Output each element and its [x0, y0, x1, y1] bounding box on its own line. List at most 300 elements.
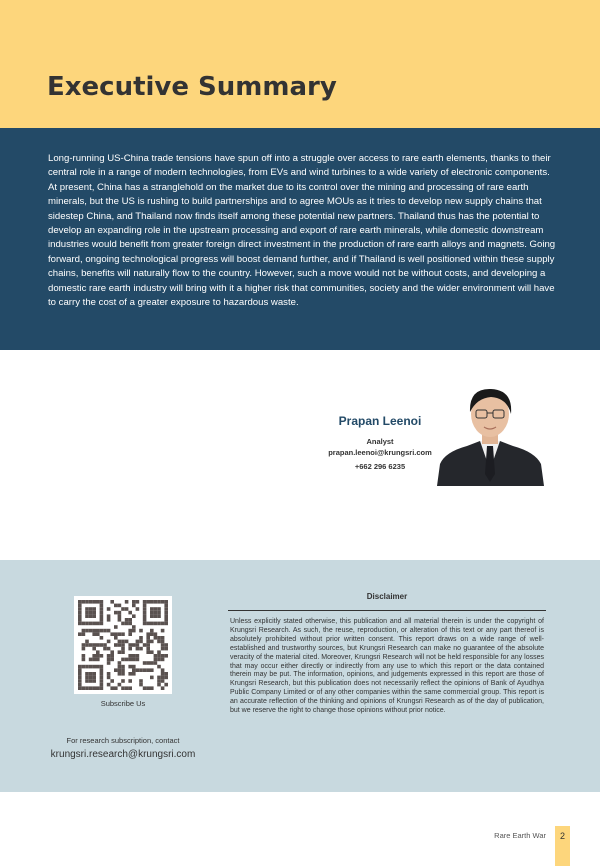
qr-module [136, 600, 140, 604]
qr-module [132, 629, 136, 633]
qr-module [161, 668, 165, 672]
qr-module [89, 679, 93, 683]
qr-module [85, 600, 89, 604]
qr-module [154, 658, 158, 662]
qr-module [164, 607, 168, 611]
qr-module [150, 640, 154, 644]
qr-module [132, 604, 136, 608]
qr-module [96, 629, 100, 633]
qr-module [132, 600, 136, 604]
qr-module [143, 643, 147, 647]
qr-module [154, 611, 158, 615]
qr-module [107, 672, 111, 676]
qr-module [114, 625, 118, 629]
qr-module [161, 679, 165, 683]
qr-module [92, 647, 96, 651]
qr-module [92, 676, 96, 680]
qr-module [161, 647, 165, 651]
qr-module [132, 625, 136, 629]
author-phone: +662 296 6235 [354, 462, 406, 471]
qr-module [100, 604, 104, 608]
contact-line: For research subscription, contact [66, 736, 180, 745]
qr-module [150, 600, 154, 604]
qr-module [157, 622, 161, 626]
qr-module [143, 614, 147, 618]
qr-module [100, 629, 104, 633]
qr-module [161, 672, 165, 676]
qr-module [161, 658, 165, 662]
qr-module [143, 622, 147, 626]
qr-module [161, 629, 165, 633]
qr-module [78, 600, 82, 604]
qr-module [164, 683, 168, 687]
qr-module [92, 614, 96, 618]
qr-module [92, 600, 96, 604]
qr-module [157, 640, 161, 644]
qr-module [150, 632, 154, 636]
qr-module [150, 607, 154, 611]
qr-module [139, 679, 143, 683]
qr-module [154, 614, 158, 618]
qr-module [164, 600, 168, 604]
qr-module [110, 658, 114, 662]
qr-module [103, 647, 107, 651]
qr-module [96, 686, 100, 690]
qr-module [139, 629, 143, 633]
qr-module [157, 676, 161, 680]
qr-module [82, 600, 86, 604]
qr-module [89, 658, 93, 662]
qr-module [89, 643, 93, 647]
qr-module [118, 604, 122, 608]
qr-module [92, 622, 96, 626]
qr-module [157, 600, 161, 604]
qr-module [118, 614, 122, 618]
disclaimer-title: Disclaimer [366, 592, 408, 601]
qr-module [128, 686, 132, 690]
qr-module [139, 647, 143, 651]
qr-module [92, 679, 96, 683]
qr-module [96, 654, 100, 658]
qr-module [100, 622, 104, 626]
qr-module [136, 658, 140, 662]
qr-module [121, 686, 125, 690]
qr-module [150, 650, 154, 654]
qr-module [136, 668, 140, 672]
qr-module [89, 611, 93, 615]
qr-module [85, 629, 89, 633]
qr-module [164, 622, 168, 626]
summary-panel [0, 128, 600, 350]
qr-module [154, 636, 158, 640]
qr-module [132, 668, 136, 672]
qr-module [121, 647, 125, 651]
qr-module [100, 676, 104, 680]
qr-module [118, 640, 122, 644]
qr-module [143, 607, 147, 611]
qr-module [92, 654, 96, 658]
qr-module [157, 665, 161, 669]
qr-module [107, 661, 111, 665]
qr-module [146, 661, 150, 665]
qr-module [150, 668, 154, 672]
qr-module [103, 643, 107, 647]
qr-module [107, 607, 111, 611]
qr-module [82, 622, 86, 626]
qr-module [89, 665, 93, 669]
qr-module [139, 668, 143, 672]
qr-module [128, 654, 132, 658]
qr-module [121, 622, 125, 626]
qr-module [132, 654, 136, 658]
qr-module [143, 618, 147, 622]
qr-module [85, 665, 89, 669]
footer-panel [0, 560, 600, 792]
qr-module [100, 672, 104, 676]
qr-module [164, 654, 168, 658]
qr-module [100, 618, 104, 622]
qr-module [154, 654, 158, 658]
qr-module [100, 679, 104, 683]
qr-module [100, 600, 104, 604]
qr-module [150, 622, 154, 626]
qr-module [132, 643, 136, 647]
qr-module [154, 600, 158, 604]
qr-module [100, 665, 104, 669]
qr-module [164, 676, 168, 680]
qr-module [96, 622, 100, 626]
qr-module [89, 672, 93, 676]
disclaimer-divider [228, 610, 546, 611]
qr-module [107, 683, 111, 687]
qr-module [114, 632, 118, 636]
qr-module [128, 643, 132, 647]
qr-module [132, 658, 136, 662]
qr-module [132, 614, 136, 618]
qr-module [96, 665, 100, 669]
qr-module [157, 636, 161, 640]
qr-module [78, 679, 82, 683]
qr-module [150, 611, 154, 615]
qr-module [78, 632, 82, 636]
qr-module [128, 658, 132, 662]
qr-code-icon[interactable] [74, 596, 172, 694]
qr-module [121, 679, 125, 683]
qr-module [85, 686, 89, 690]
qr-module [92, 607, 96, 611]
qr-module [121, 658, 125, 662]
qr-module [100, 636, 104, 640]
qr-module [110, 654, 114, 658]
qr-module [161, 643, 165, 647]
qr-module [96, 658, 100, 662]
qr-module [150, 676, 154, 680]
qr-module [82, 686, 86, 690]
qr-module [146, 650, 150, 654]
qr-module [125, 622, 129, 626]
qr-module [114, 611, 118, 615]
qr-module [121, 643, 125, 647]
qr-module [157, 611, 161, 615]
qr-module [92, 629, 96, 633]
qr-module [82, 654, 86, 658]
qr-module [114, 686, 118, 690]
qr-module [85, 672, 89, 676]
qr-module [164, 618, 168, 622]
qr-module [82, 643, 86, 647]
qr-module [128, 629, 132, 633]
qr-module [78, 665, 82, 669]
qr-module [161, 686, 165, 690]
qr-module [150, 661, 154, 665]
qr-module [114, 604, 118, 608]
qr-module [146, 632, 150, 636]
qr-module [157, 654, 161, 658]
qr-module [89, 686, 93, 690]
qr-module [121, 650, 125, 654]
author-role: Analyst [366, 437, 394, 446]
qr-module [136, 640, 140, 644]
qr-module [161, 640, 165, 644]
qr-module [85, 640, 89, 644]
qr-module [128, 679, 132, 683]
qr-module [146, 668, 150, 672]
running-footer-title: Rare Earth War [494, 831, 546, 840]
author-email[interactable]: prapan.leenoi@krungsri.com [328, 448, 432, 457]
qr-module [150, 629, 154, 633]
qr-module [118, 672, 122, 676]
qr-module [100, 668, 104, 672]
qr-module [100, 607, 104, 611]
page-number: 2 [559, 831, 565, 841]
qr-module [89, 600, 93, 604]
qr-module [78, 683, 82, 687]
qr-module [121, 640, 125, 644]
qr-module [157, 683, 161, 687]
qr-module [132, 672, 136, 676]
qr-module [110, 632, 114, 636]
qr-module [96, 600, 100, 604]
qr-module [150, 614, 154, 618]
qr-module [92, 611, 96, 615]
qr-module [128, 632, 132, 636]
qr-module [107, 618, 111, 622]
qr-module [85, 676, 89, 680]
qr-module [157, 607, 161, 611]
qr-module [121, 668, 125, 672]
qr-module [143, 668, 147, 672]
subscribe-label: Subscribe Us [100, 699, 146, 708]
qr-module [82, 632, 86, 636]
qr-module [110, 686, 114, 690]
qr-module [114, 668, 118, 672]
qr-module [85, 614, 89, 618]
qr-module [92, 686, 96, 690]
qr-module [107, 658, 111, 662]
qr-module [161, 636, 165, 640]
qr-module [136, 643, 140, 647]
qr-module [85, 643, 89, 647]
qr-module [157, 614, 161, 618]
qr-module [78, 604, 82, 608]
qr-module [164, 647, 168, 651]
qr-module [125, 686, 129, 690]
qr-module [89, 607, 93, 611]
qr-module [100, 614, 104, 618]
qr-module [78, 611, 82, 615]
qr-module [78, 618, 82, 622]
author-name: Prapan Leenoi [338, 414, 422, 428]
qr-module [103, 629, 107, 633]
qr-module [118, 665, 122, 669]
qr-module [128, 665, 132, 669]
qr-module [78, 607, 82, 611]
qr-module [154, 632, 158, 636]
qr-module [107, 640, 111, 644]
qr-module [128, 672, 132, 676]
qr-module [82, 665, 86, 669]
qr-module [78, 672, 82, 676]
qr-module [125, 618, 129, 622]
qr-module [110, 600, 114, 604]
qr-module [136, 607, 140, 611]
qr-module [157, 658, 161, 662]
qr-module [92, 632, 96, 636]
qr-module [161, 676, 165, 680]
qr-module [164, 611, 168, 615]
qr-module [143, 686, 147, 690]
qr-module [100, 654, 104, 658]
qr-module [107, 676, 111, 680]
qr-module [161, 654, 165, 658]
qr-module [150, 686, 154, 690]
qr-module [128, 618, 132, 622]
qr-module [118, 643, 122, 647]
qr-module [154, 661, 158, 665]
qr-module [118, 632, 122, 636]
qr-module [85, 679, 89, 683]
page-title: Executive Summary [47, 72, 337, 102]
summary-text: Long-running US-China trade tensions have spun off into a struggle over access to rare earth elements, thanks to their central role in a range of modern technologies, from EVs and wind turbines to a wide variety of electronic components. At present, China has a stranglehold on the market due to its control over the mining and processing of rare earth minerals, but the US is rushing to build partnerships and to agree MOUs as it tries to develop new supply chains that sidestep China, and Thailand now finds itself among these potential new partners. Thailand thus has the potential to develop an expanding role in the upstream processing and export of rare earth minerals, while domestic downstream industries would benefit from greater foreign direct investment in the production of rare earth alloys and magnets. Going forward, ongoing technological progress will boost demand further, and if Thailand is well positioned within these supply chains, benefits will naturally flow to the country. However, such a move would not be without costs, and developing a domestic rare earth industry will bring with it a higher risk that communities, society and the wider environment will have to carry the cost of a greater exposure to hazardous waste. [48, 153, 556, 309]
qr-module [132, 665, 136, 669]
qr-module [78, 668, 82, 672]
qr-module [121, 672, 125, 676]
qr-module [146, 622, 150, 626]
qr-module [157, 650, 161, 654]
qr-module [125, 640, 129, 644]
qr-module [92, 643, 96, 647]
contact-email[interactable]: krungsri.research@krungsri.com [50, 749, 196, 760]
qr-module [92, 658, 96, 662]
qr-module [146, 643, 150, 647]
qr-module [89, 676, 93, 680]
qr-module [136, 647, 140, 651]
qr-module [146, 640, 150, 644]
qr-module [164, 604, 168, 608]
qr-module [139, 640, 143, 644]
qr-module [100, 683, 104, 687]
qr-module [78, 676, 82, 680]
qr-module [82, 658, 86, 662]
qr-module [121, 607, 125, 611]
qr-module [89, 614, 93, 618]
qr-module [121, 632, 125, 636]
qr-module [143, 661, 147, 665]
qr-module [146, 686, 150, 690]
qr-module [92, 672, 96, 676]
qr-module [107, 614, 111, 618]
qr-module [78, 614, 82, 618]
qr-module [96, 650, 100, 654]
qr-module [114, 643, 118, 647]
qr-module [110, 650, 114, 654]
qr-module [89, 629, 93, 633]
qr-module [118, 618, 122, 622]
qr-module [146, 647, 150, 651]
qr-module [89, 622, 93, 626]
qr-module [118, 650, 122, 654]
qr-module [96, 643, 100, 647]
qr-module [100, 611, 104, 615]
qr-module [107, 647, 111, 651]
qr-module [146, 600, 150, 604]
qr-module [82, 629, 86, 633]
author-photo [435, 384, 545, 486]
qr-module [100, 643, 104, 647]
qr-module [143, 604, 147, 608]
header-banner [0, 0, 600, 128]
qr-module [164, 672, 168, 676]
qr-module [107, 629, 111, 633]
qr-module [107, 654, 111, 658]
qr-module [92, 665, 96, 669]
qr-module [128, 647, 132, 651]
qr-module [78, 686, 82, 690]
qr-module [136, 654, 140, 658]
qr-module [164, 614, 168, 618]
qr-module [128, 622, 132, 626]
qr-module [85, 611, 89, 615]
qr-module [82, 647, 86, 651]
qr-module [78, 622, 82, 626]
page-number-box [555, 826, 570, 866]
qr-module [118, 661, 122, 665]
qr-module [110, 679, 114, 683]
qr-module [143, 611, 147, 615]
disclaimer-text: Unless explicitly stated otherwise, this publication and all material therein is under the copyright of Krungsri Research. As such, the reuse, reproduction, or alteration of this text or any part thereof is absolutely prohibited without prior written consent. This report draws on a wide range of well-established and trustworthy sources, but Krungsri Research can make no guarantee of the absolute veracity of the material cited. Moreover, Krungsri Research will not be held responsible for any losses that may occur either directly or indirectly from any use to which this report or the data contained therein may be put. The information, opinions, and judgements expressed in this report are those of Krungsri Research, but this publication does not necessarily reflect the opinions of Bank of Ayudhya Public Company Limited or of any other companies within the same commercial group. This report is an accurate reflection of the thinking and opinions of Krungsri Research as of the day of publication, but we reserve the right to change those opinions without prior notice. [230, 618, 544, 715]
qr-module [125, 607, 129, 611]
qr-module [118, 683, 122, 687]
qr-module [118, 668, 122, 672]
qr-module [118, 611, 122, 615]
qr-module [154, 622, 158, 626]
qr-module [128, 611, 132, 615]
qr-module [139, 683, 143, 687]
qr-module [143, 600, 147, 604]
qr-module [125, 600, 129, 604]
qr-module [85, 622, 89, 626]
qr-module [139, 636, 143, 640]
qr-module [114, 636, 118, 640]
qr-module [125, 658, 129, 662]
qr-module [161, 600, 165, 604]
qr-module [146, 636, 150, 640]
qr-module [157, 679, 161, 683]
qr-module [121, 665, 125, 669]
qr-module [164, 643, 168, 647]
qr-module [96, 632, 100, 636]
qr-module [85, 607, 89, 611]
